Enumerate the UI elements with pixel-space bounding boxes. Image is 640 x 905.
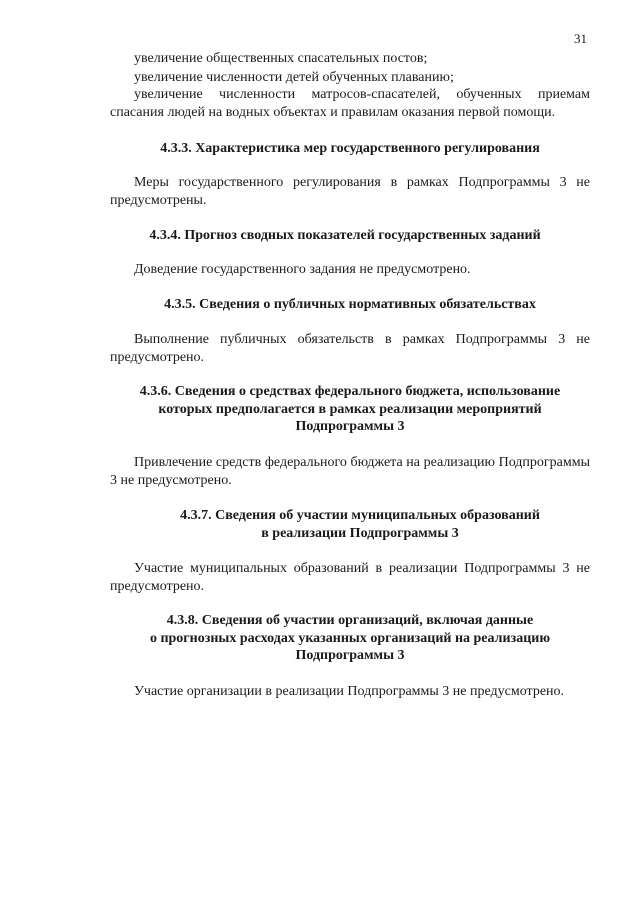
heading-line: о прогнозных расходах указанных организаций на реализацию bbox=[149, 630, 551, 646]
heading-line: 4.3.4. Прогноз сводных показателей государственных заданий bbox=[149, 228, 541, 243]
section-body-4-3-6: Привлечение средств федерального бюджета на реализацию Подпрограммы 3 не предусмотрено. bbox=[110, 455, 590, 488]
section-body-4-3-8: Участие организации в реализации Подпрограммы 3 не предусмотрено. bbox=[134, 684, 565, 699]
heading-line: которых предполагается в рамках реализации мероприятий bbox=[158, 401, 542, 417]
heading-line: в реализации Подпрограммы 3 bbox=[261, 525, 459, 541]
heading-line: 4.3.8. Сведения об участии организаций, включая данные bbox=[166, 613, 534, 628]
section-body-4-3-5: Выполнение публичных обязательств в рамках Подпрограммы 3 не предусмотрено. bbox=[110, 332, 590, 365]
page-number: 31 bbox=[574, 31, 587, 46]
section-body-4-3-7: Участие муниципальных образований в реализации Подпрограммы 3 не предусмотрено. bbox=[110, 561, 590, 594]
heading-line: 4.3.6. Сведения о средствах федерального бюджета, использование bbox=[139, 384, 561, 399]
section-heading-4-3-3 bbox=[100, 140, 600, 158]
heading-line: 4.3.3. Характеристика мер государственного регулирования bbox=[160, 141, 540, 156]
section-heading-4-3-6 bbox=[95, 383, 605, 436]
heading-line: Подпрограммы 3 bbox=[295, 648, 405, 663]
heading-line: 4.3.7. Сведения об участии муниципальных образований bbox=[180, 508, 540, 523]
section-body-4-3-4: Доведение государственного задания не предусмотрено. bbox=[134, 262, 471, 277]
section-heading-4-3-4 bbox=[95, 227, 595, 245]
intro-paragraph-3: увеличение численности матросов-спасателей, обученных приемам спасания людей на водных объектах и правилам оказания первой помощи. bbox=[110, 87, 590, 120]
heading-line: Подпрограммы 3 bbox=[295, 419, 405, 434]
section-heading-4-3-7 bbox=[100, 507, 620, 542]
section-heading-4-3-5 bbox=[100, 296, 600, 314]
heading-line: 4.3.5. Сведения о публичных нормативных обязательствах bbox=[164, 297, 536, 312]
section-body-4-3-3: Меры государственного регулирования в рамках Подпрограммы 3 не предусмотрены. bbox=[110, 175, 590, 208]
intro-line-2: увеличение численности детей обученных плаванию; bbox=[134, 70, 454, 85]
intro-line-1: увеличение общественных спасательных постов; bbox=[134, 51, 428, 66]
section-heading-4-3-8 bbox=[90, 612, 610, 665]
